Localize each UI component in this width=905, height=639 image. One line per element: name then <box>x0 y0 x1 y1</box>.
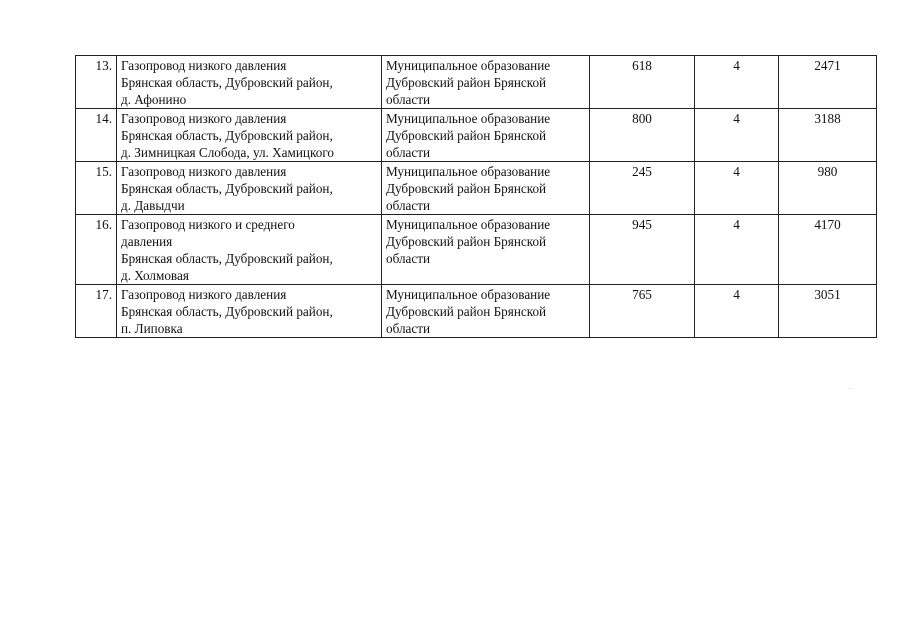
pipeline-name-line: давления <box>121 234 173 249</box>
owner-line: Муниципальное образование <box>386 58 551 73</box>
value-cell: 3188 <box>779 109 877 162</box>
category-cell: 4 <box>695 215 779 285</box>
pipeline-name-line: Брянская область, Дубровский район, <box>121 75 333 90</box>
owner-line: Муниципальное образование <box>386 164 551 179</box>
pipeline-name-cell <box>117 109 382 162</box>
owner-line: Дубровский район Брянской <box>386 75 547 90</box>
owner-line: Муниципальное образование <box>386 287 551 302</box>
pipeline-name-line: Брянская область, Дубровский район, <box>121 181 333 196</box>
length-cell: 945 <box>590 215 695 285</box>
pipeline-name-line: Брянская область, Дубровский район, <box>121 128 333 143</box>
owner-line: области <box>386 145 431 160</box>
length-cell: 765 <box>590 285 695 338</box>
owner-line: Дубровский район Брянской <box>386 234 547 249</box>
owner-line: Муниципальное образование <box>386 217 551 232</box>
row-number-cell: 17. <box>76 285 117 338</box>
table-row <box>76 215 877 285</box>
owner-cell <box>382 215 590 285</box>
owner-cell <box>382 162 590 215</box>
pipeline-name-line: д. Зимницкая Слобода, ул. Хамицкого <box>121 145 334 160</box>
pipeline-name-line: п. Липовка <box>121 321 183 336</box>
row-number-cell: 15. <box>76 162 117 215</box>
table-row <box>76 56 877 109</box>
owner-cell <box>382 109 590 162</box>
pipeline-name-cell <box>117 162 382 215</box>
value-cell: 3051 <box>779 285 877 338</box>
owner-line: области <box>386 92 431 107</box>
length-cell: 245 <box>590 162 695 215</box>
category-cell: 4 <box>695 109 779 162</box>
owner-cell <box>382 285 590 338</box>
category-cell: 4 <box>695 285 779 338</box>
pipeline-name-cell <box>117 56 382 109</box>
scan-speck <box>849 388 851 389</box>
owner-line: Муниципальное образование <box>386 111 551 126</box>
owner-line: области <box>386 321 431 336</box>
owner-cell <box>382 56 590 109</box>
table-row <box>76 285 877 338</box>
row-number-cell: 14. <box>76 109 117 162</box>
pipeline-name-cell <box>117 285 382 338</box>
value-cell: 4170 <box>779 215 877 285</box>
pipeline-name-cell <box>117 215 382 285</box>
value-cell: 980 <box>779 162 877 215</box>
pipeline-name-line: Брянская область, Дубровский район, <box>121 304 333 319</box>
owner-line: Дубровский район Брянской <box>386 181 547 196</box>
owner-line: области <box>386 198 431 213</box>
pipeline-name-line: д. Давыдчи <box>121 198 185 213</box>
length-cell: 618 <box>590 56 695 109</box>
gas-pipeline-table <box>75 55 877 338</box>
owner-line: Дубровский район Брянской <box>386 304 547 319</box>
pipeline-name-line: д. Афонино <box>121 92 187 107</box>
pipeline-name-line: Газопровод низкого давления <box>121 111 287 126</box>
pipeline-name-line: д. Холмовая <box>121 268 189 283</box>
length-cell: 800 <box>590 109 695 162</box>
owner-line: Дубровский район Брянской <box>386 128 547 143</box>
row-number-cell: 13. <box>76 56 117 109</box>
owner-line: области <box>386 251 431 266</box>
category-cell: 4 <box>695 162 779 215</box>
value-cell: 2471 <box>779 56 877 109</box>
pipeline-name-line: Газопровод низкого давления <box>121 164 287 179</box>
table-row <box>76 162 877 215</box>
pipeline-name-line: Газопровод низкого давления <box>121 58 287 73</box>
table-row <box>76 109 877 162</box>
category-cell: 4 <box>695 56 779 109</box>
pipeline-name-line: Брянская область, Дубровский район, <box>121 251 333 266</box>
pipeline-name-line: Газопровод низкого и среднего <box>121 217 295 232</box>
row-number-cell: 16. <box>76 215 117 285</box>
pipeline-name-line: Газопровод низкого давления <box>121 287 287 302</box>
